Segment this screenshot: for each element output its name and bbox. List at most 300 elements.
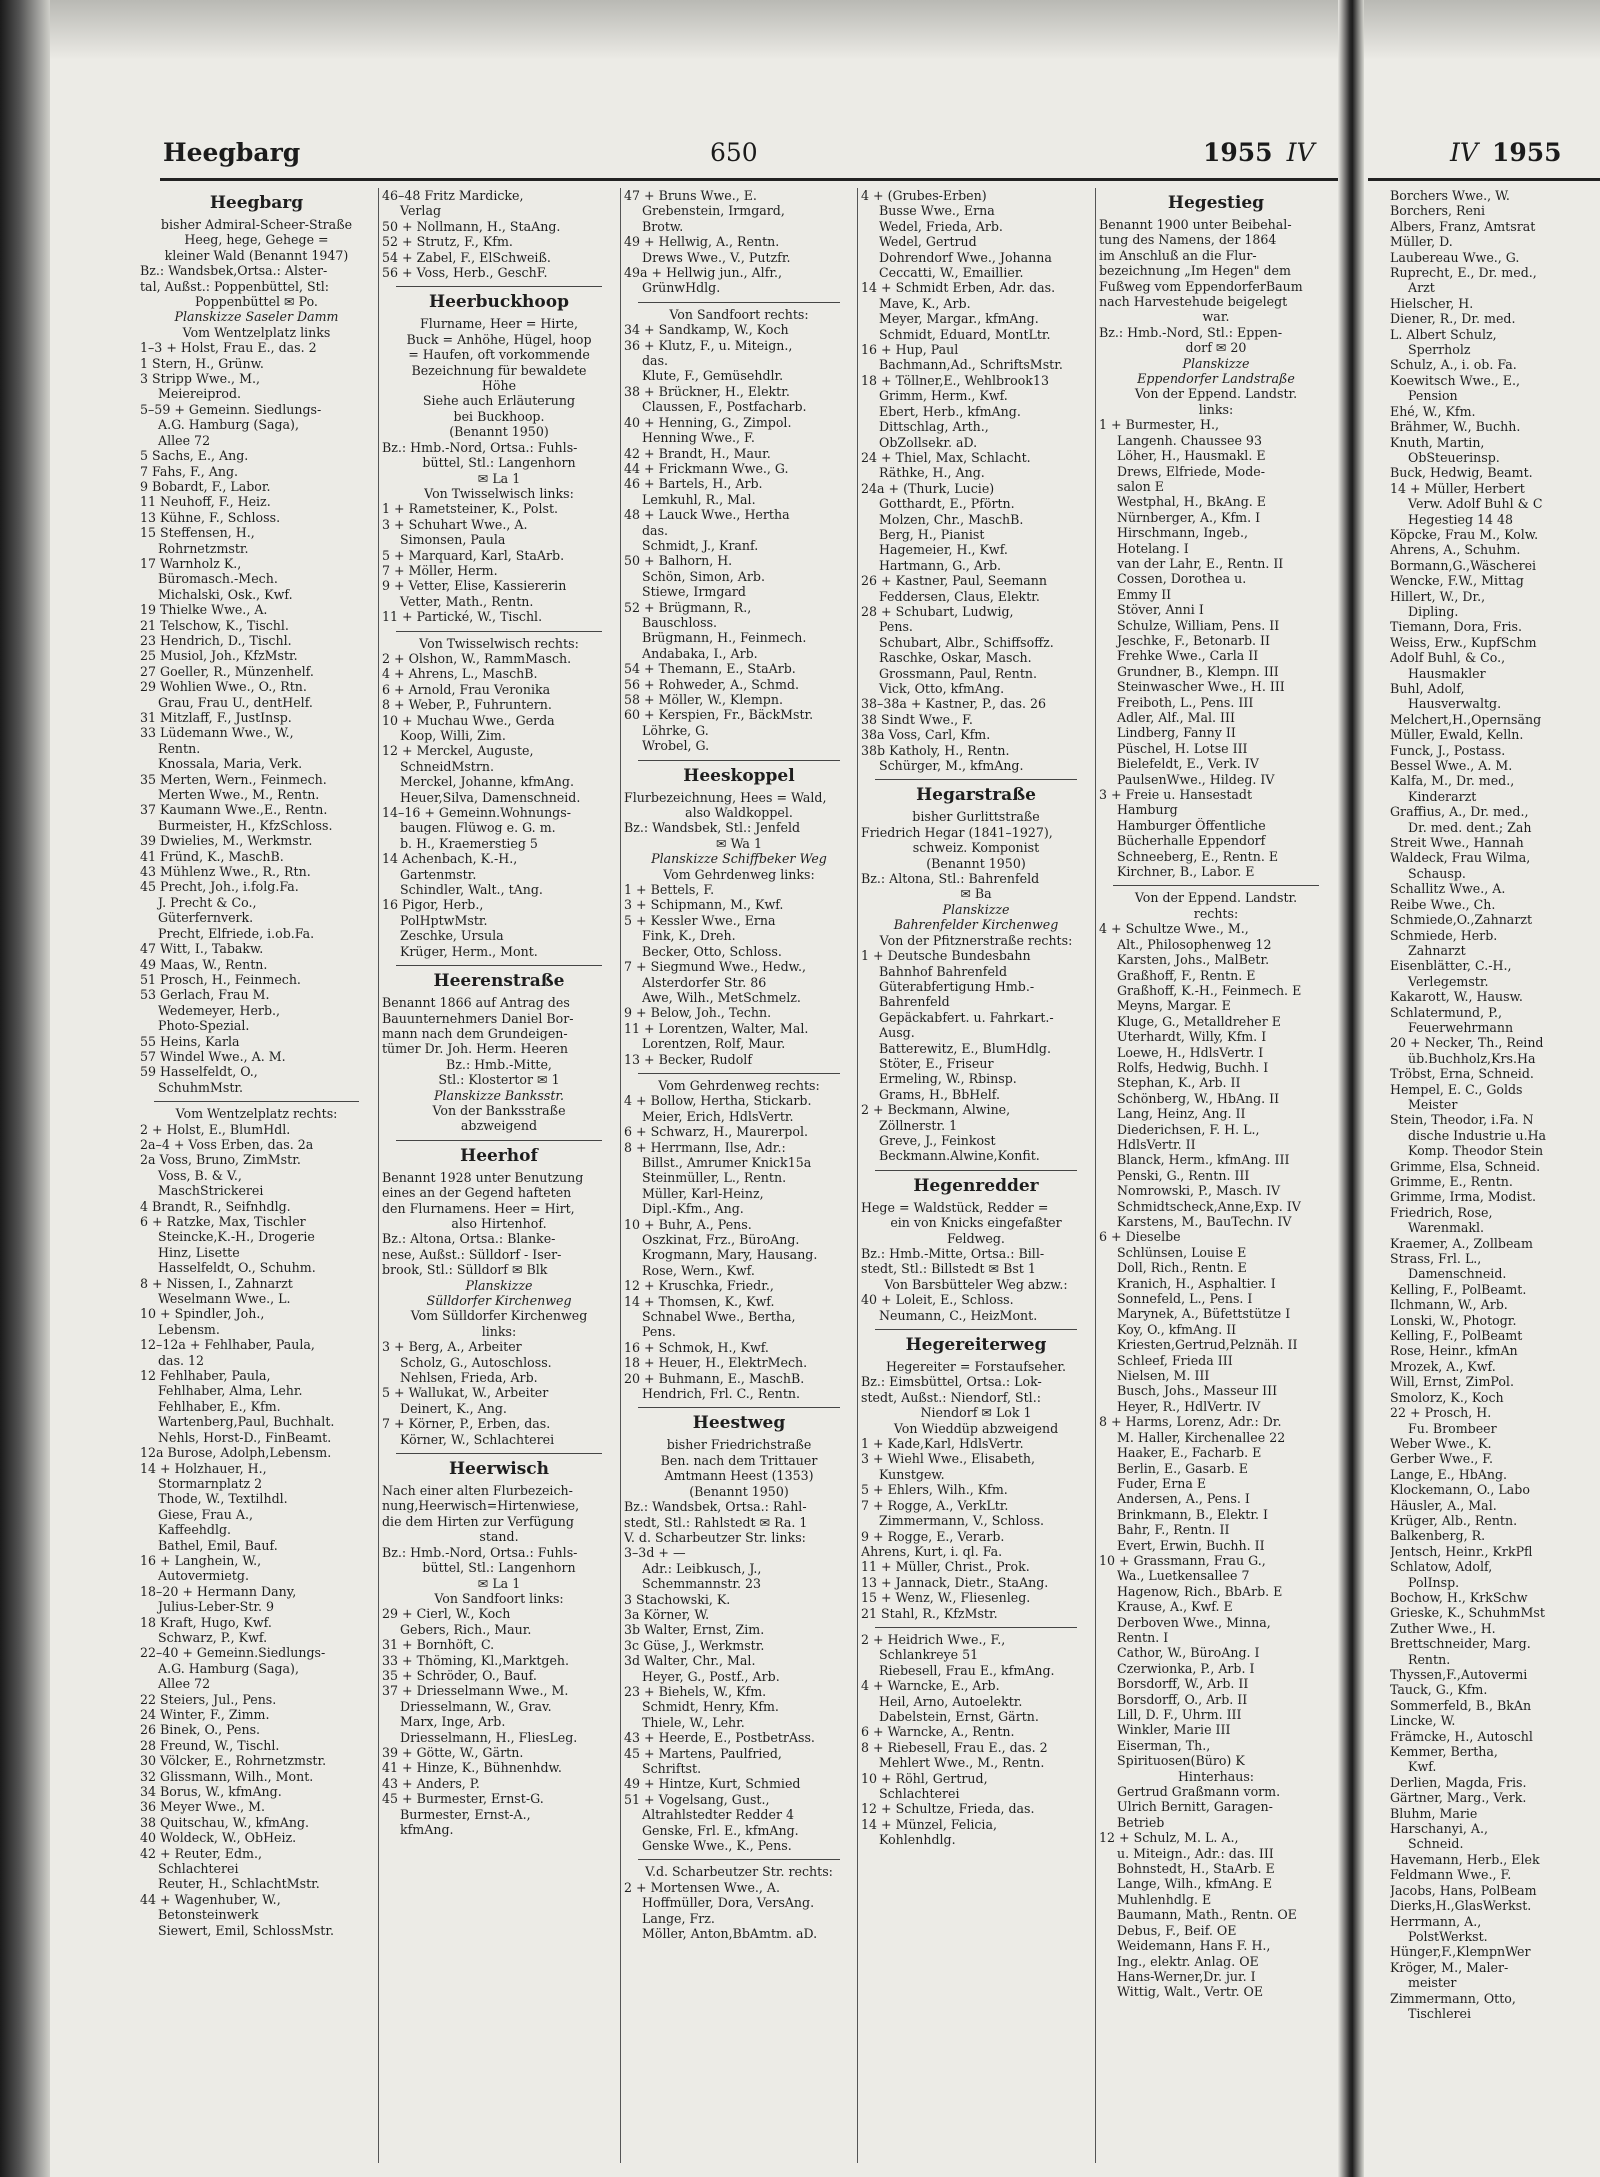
directory-entry: Kelling, F., PolBeamt. — [1390, 1281, 1527, 1297]
directory-entry: Kaffeehdlg. — [158, 1522, 232, 1538]
directory-entry: Steincke,K.-H., Drogerie — [158, 1229, 315, 1245]
directory-entry: Schmidt, J., Kranf. — [642, 537, 759, 553]
directory-entry: 34 + Sandkamp, W., Koch — [624, 322, 789, 338]
directory-entry: 8 + Weber, P., Fuhruntern. — [382, 697, 552, 713]
directory-entry: tal, Außst.: Poppenbüttel, Stl: — [140, 278, 329, 294]
separator-rule — [875, 1329, 1077, 1330]
directory-entry: Zuther Wwe., H. — [1390, 1620, 1496, 1636]
header-rule-left — [160, 178, 1338, 181]
directory-entry: 27 Goeller, R., Münzenhelf. — [140, 663, 314, 679]
directory-entry: Diener, R., Dr. med. — [1390, 311, 1516, 327]
directory-entry: 39 Dwielies, M., Werkmstr. — [140, 833, 313, 849]
directory-entry: links: — [481, 1323, 517, 1339]
directory-entry: Kranich, H., Asphaltier. I — [1117, 1275, 1276, 1291]
directory-entry: Cossen, Dorothea u. — [1117, 571, 1247, 587]
directory-entry: Driesselmann, W., Grav. — [400, 1698, 552, 1714]
directory-entry: Hausmakler — [1408, 665, 1486, 681]
directory-entry: 10 + Buhr, A., Pens. — [624, 1216, 752, 1232]
directory-entry: Vom Gehrdenweg links: — [663, 866, 815, 882]
directory-entry: Hamburg — [1117, 802, 1178, 818]
directory-entry: ✉ Wa 1 — [716, 835, 762, 851]
directory-entry: 32 Glissmann, Wilh., Mont. — [140, 1768, 314, 1784]
directory-entry: 2 + Mortensen Wwe., A. — [624, 1879, 781, 1895]
directory-entry: Verw. Adolf Buhl & C — [1408, 496, 1543, 512]
directory-entry: 17 Warnholz K., — [140, 555, 242, 571]
directory-entry: Bauunternehmers Daniel Bor- — [382, 1010, 574, 1026]
directory-entry: 60 + Kerspien, Fr., BäckMstr. — [624, 707, 814, 723]
directory-entry: 14 Achenbach, K.-H., — [382, 851, 518, 867]
directory-entry: kfmAng. — [400, 1822, 454, 1837]
directory-entry: Lincke, W. — [1390, 1713, 1456, 1729]
directory-entry: Müller, Ewald, Kelln. — [1390, 727, 1524, 743]
directory-entry: A.G. Hamburg (Saga), — [158, 417, 299, 433]
directory-entry: Photo-Spezial. — [158, 1018, 250, 1034]
directory-entry: Sperrholz — [1408, 342, 1471, 358]
column-3 — [624, 188, 854, 2163]
directory-entry: 8 + Herrmann, Ilse, Adr.: — [624, 1139, 786, 1155]
directory-entry: Von der Pfitznerstraße rechts: — [879, 932, 1073, 948]
directory-entry: Allee 72 — [158, 1676, 211, 1692]
directory-entry: 12a Burose, Adolph,Lebensm. — [140, 1445, 332, 1461]
separator-rule — [396, 965, 602, 966]
directory-entry: 22–40 + Gemeinn.Siedlungs- — [140, 1645, 326, 1661]
directory-entry: Marynek, A., Büfettstütze I — [1117, 1306, 1291, 1322]
directory-entry: 6 + Arnold, Frau Veronika — [382, 681, 551, 697]
directory-entry: 50 + Nollmann, H., StaAng. — [382, 218, 561, 234]
directory-entry: Komp. Theodor Stein — [1408, 1143, 1544, 1159]
directory-entry: Damenschneid. — [1408, 1266, 1507, 1282]
directory-entry: Eppendorfer Landstraße — [1137, 371, 1295, 387]
directory-entry: Ausg. — [879, 1025, 915, 1041]
directory-entry: ✉ La 1 — [477, 470, 521, 486]
directory-entry: Havemann, Herb., Elek — [1390, 1851, 1540, 1867]
directory-entry: mann nach dem Grundeigen- — [382, 1025, 568, 1041]
directory-entry: Bz.: Wandsbek, Ortsa.: Rahl- — [624, 1499, 807, 1515]
directory-entry: SchneidMstrn. — [400, 758, 494, 774]
directory-entry: 18 + Töllner,E., Wehlbrook13 — [861, 372, 1049, 388]
directory-entry: 8 + Harms, Lorenz, Adr.: Dr. — [1099, 1414, 1282, 1430]
directory-entry: Kraemer, A., Zollbeam — [1390, 1235, 1533, 1251]
directory-entry: Sommerfeld, B., BkAn — [1390, 1697, 1532, 1713]
directory-entry: Hotelang. I — [1117, 540, 1189, 556]
directory-entry: Bahrenfelder Kirchenweg — [893, 917, 1059, 933]
directory-entry: 7 + Siegmund Wwe., Hedw., — [624, 959, 806, 975]
separator-rule — [875, 779, 1077, 780]
directory-entry: Weiss, Erw., KupfSchm — [1390, 634, 1537, 650]
directory-entry: Brügmann, H., Feinmech. — [642, 630, 807, 646]
directory-entry: Schlankreye 51 — [879, 1647, 979, 1663]
directory-entry: Thyssen,F.,Autovermi — [1390, 1667, 1528, 1682]
directory-entry: Meyer, Margar., kfmAng. — [879, 311, 1039, 327]
directory-entry: Feldweg. — [947, 1230, 1005, 1246]
directory-entry: Ahrens, A., Schuhm. — [1390, 542, 1521, 558]
directory-entry: Kinderarzt — [1408, 788, 1477, 804]
directory-entry: Von der Eppend. Landstr. — [1134, 386, 1298, 402]
directory-entry: das. 12 — [158, 1352, 205, 1368]
directory-entry: Hamburger Öffentliche — [1117, 817, 1266, 833]
directory-entry: Julius-Leber-Str. 9 — [158, 1599, 274, 1615]
directory-entry: Riebesell, Frau E., kfmAng. — [879, 1662, 1055, 1678]
directory-entry: Neumann, C., HeizMont. — [879, 1307, 1038, 1323]
directory-entry: Bathel, Emil, Bauf. — [158, 1537, 278, 1553]
directory-entry: 49 + Hintze, Kurt, Schmied — [624, 1776, 801, 1792]
directory-entry: 1 Stern, H., Grünw. — [140, 355, 264, 371]
directory-entry: 16 + Schmok, H., Kwf. — [624, 1339, 769, 1355]
directory-entry: PolInsp. — [1408, 1574, 1460, 1590]
directory-entry: Grundner, B., Klempn. III — [1117, 663, 1279, 679]
separator-rule — [396, 631, 602, 632]
directory-entry: PaulsenWwe., Hildeg. IV — [1117, 771, 1275, 787]
directory-entry: Schönberg, W., HbAng. II — [1117, 1090, 1280, 1106]
directory-entry: Vom Wentzelplatz links — [182, 324, 331, 340]
directory-entry: Graßhoff, K.-H., Feinmech. E — [1117, 982, 1302, 998]
directory-entry: 37 Kaumann Wwe.,E., Rentn. — [140, 802, 328, 818]
directory-entry: Knuth, Martin, — [1390, 434, 1485, 450]
directory-entry: Busse Wwe., Erna — [879, 203, 995, 219]
directory-entry: Kunstgew. — [879, 1466, 945, 1482]
directory-entry: 26 + Kastner, Paul, Seemann — [861, 573, 1047, 589]
directory-entry: 3 Stachowski, K. — [624, 1591, 731, 1607]
directory-entry: 30 Völcker, E., Rohrnetzmstr. — [140, 1753, 327, 1769]
directory-entry: 40 Woldeck, W., ObHeiz. — [140, 1830, 297, 1846]
street-heading: Hegereiterweg — [905, 1335, 1047, 1356]
directory-entry: Smolorz, K., Koch — [1390, 1389, 1504, 1405]
directory-entry: Borchers Wwe., W. — [1390, 188, 1510, 203]
directory-entry: Tröbst, Erna, Schneid. — [1390, 1066, 1534, 1082]
directory-entry: Siehe auch Erläuterung — [422, 393, 576, 409]
directory-entry: Hendrich, Frl. C., Rentn. — [642, 1386, 801, 1402]
directory-entry: Rose, Heinr., kfmAn — [1390, 1343, 1518, 1359]
directory-entry: 54 + Zabel, F., ElSchweiß. — [382, 249, 551, 265]
directory-entry: Batterewitz, E., BlumHdlg. — [879, 1040, 1051, 1056]
directory-entry: Dipl.-Kfm., Ang. — [642, 1201, 744, 1217]
directory-entry: Güterfernverk. — [158, 910, 254, 926]
directory-entry: Schulze, William, Pens. II — [1117, 617, 1280, 633]
directory-entry: Winkler, Marie III — [1117, 1722, 1231, 1738]
directory-entry: = Haufen, oft vorkommende — [408, 347, 590, 363]
directory-entry: Dipling. — [1408, 603, 1459, 619]
directory-entry: 21 Stahl, R., KfzMstr. — [861, 1605, 998, 1621]
directory-entry: Nach einer alten Flurbezeich- — [382, 1483, 573, 1499]
directory-entry: Hagenow, Rich., BbArb. E — [1117, 1583, 1283, 1599]
directory-entry: Von Twisselwisch links: — [424, 485, 574, 501]
directory-entry: 23 + Biehels, W., Kfm. — [624, 1683, 767, 1699]
directory-entry: Gartenmstr. — [400, 866, 477, 882]
directory-entry: Büromasch.-Mech. — [158, 571, 278, 587]
directory-entry: Vetter, Math., Rentn. — [400, 593, 534, 609]
directory-entry: Heeg, hege, Gehege = — [184, 232, 329, 248]
directory-entry: Uterhardt, Willy, Kfm. I — [1117, 1029, 1267, 1045]
directory-entry: tümer Dr. Joh. Herm. Heeren — [382, 1041, 568, 1057]
directory-entry: Steinmüller, L., Rentn. — [642, 1170, 787, 1186]
directory-entry: Blanck, Herm., kfmAng. III — [1117, 1152, 1290, 1168]
directory-entry: 14 + Thomsen, K., Kwf. — [624, 1293, 775, 1309]
running-head-street: Heegbarg — [163, 138, 301, 167]
directory-entry: 14 + Holzhauer, H., — [140, 1460, 267, 1476]
directory-entry: Tischlerei — [1408, 2005, 1472, 2021]
directory-entry: Främcke, H., Autoschl — [1390, 1728, 1533, 1744]
directory-entry: 43 + Anders, P. — [382, 1775, 480, 1791]
directory-entry: 8 + Riebesell, Frau E., das. 2 — [861, 1739, 1048, 1755]
directory-entry: ✉ Ba — [960, 886, 992, 902]
directory-entry: Beckmann.Alwine,Konfit. — [879, 1148, 1040, 1164]
directory-entry: 38a Voss, Carl, Kfm. — [861, 727, 991, 743]
street-heading: Hegestieg — [1167, 193, 1265, 213]
directory-entry: im Anschluß an die Flur- — [1099, 247, 1257, 263]
directory-entry: Benannt 1866 auf Antrag des — [382, 995, 570, 1011]
separator-rule — [1113, 885, 1319, 886]
header-rule-right — [1368, 178, 1600, 181]
directory-entry: Bessel Wwe., A. M. — [1390, 758, 1513, 774]
directory-entry: Muhlenhdlg. E — [1117, 1891, 1212, 1907]
directory-entry: Penski, G., Rentn. III — [1117, 1167, 1250, 1183]
directory-entry: Czerwionka, P., Arb. I — [1117, 1660, 1255, 1676]
directory-entry: Wittig, Walt., Vertr. OE — [1117, 1984, 1264, 2000]
directory-entry: Adr.: Leibkusch, J., — [642, 1560, 762, 1576]
directory-entry: Borchers, Reni — [1390, 203, 1486, 219]
directory-entry: 3 Stripp Wwe., M., — [140, 371, 260, 387]
directory-entry: ObSteuerinsp. — [1408, 449, 1500, 465]
directory-entry: A.G. Hamburg (Saga), — [158, 1660, 299, 1676]
directory-entry: Stormarnplatz 2 — [158, 1475, 263, 1491]
directory-entry: 50 + Balhorn, H. — [624, 553, 733, 569]
directory-entry: Deinert, K., Ang. — [400, 1400, 507, 1416]
directory-entry: 45 + Burmester, Ernst-G. — [382, 1791, 544, 1807]
directory-entry: Buck = Anhöhe, Hügel, hoop — [406, 331, 592, 347]
directory-entry: Rentn. — [158, 740, 201, 756]
column-divider — [620, 188, 621, 2163]
directory-entry: 36 + Klutz, F., u. Miteign., — [624, 337, 793, 353]
directory-entry: Burmester, Ernst-A., — [400, 1806, 531, 1822]
directory-entry: 13 Kühne, F., Schloss. — [140, 509, 281, 525]
column-1 — [140, 188, 373, 2163]
street-heading: Heerenstraße — [433, 971, 565, 992]
directory-entry: 43 + Heerde, E., PostbetrAss. — [624, 1730, 815, 1746]
directory-entry: 6 + Dieselbe — [1099, 1229, 1181, 1245]
directory-entry: Michalski, Osk., Kwf. — [158, 586, 293, 602]
directory-entry: Bz.: Hmb.-Mitte, Ortsa.: Bill- — [861, 1246, 1045, 1261]
next-page-head — [1450, 138, 1562, 167]
directory-entry: Lebensm. — [158, 1321, 220, 1337]
directory-entry: Benannt 1928 unter Benutzung — [382, 1169, 584, 1185]
directory-entry: Hausverwaltg. — [1408, 696, 1502, 712]
directory-entry: 2a–4 + Voss Erben, das. 2a — [140, 1136, 314, 1152]
column-2 — [382, 188, 616, 2163]
directory-entry: Grebenstein, Irmgard, — [642, 203, 785, 219]
directory-entry: Feldmann Wwe., F. — [1390, 1867, 1512, 1883]
directory-entry: Rentn. I — [1117, 1629, 1169, 1645]
separator-rule — [638, 1407, 840, 1408]
directory-entry: 16 Pigor, Herb., — [382, 897, 484, 913]
directory-entry: das. — [642, 353, 669, 369]
directory-entry: Graßhoff, F., Rentn. E — [1117, 967, 1256, 983]
directory-entry: Schlatow, Adolf, — [1390, 1559, 1493, 1575]
directory-entry: Fußweg vom EppendorferBaum — [1099, 278, 1303, 294]
directory-entry: also Hirtenhof. — [451, 1215, 547, 1231]
directory-entry: 45 + Martens, Paulfried, — [624, 1745, 782, 1761]
directory-entry: Pens. — [879, 619, 913, 635]
directory-entry: Nielsen, M. III — [1117, 1368, 1210, 1384]
directory-entry: Dittschlag, Arth., — [879, 419, 989, 435]
directory-entry: Siewert, Emil, SchlossMstr. — [158, 1922, 335, 1938]
directory-entry: 43 Mühlenz Wwe., R., Rtn. — [140, 864, 311, 880]
directory-entry: Grimm, Herm., Kwf. — [879, 388, 1008, 404]
directory-entry: Brettschneider, Marg. — [1390, 1636, 1531, 1652]
directory-entry: 18 + Heuer, H., ElektrMech. — [624, 1355, 808, 1371]
directory-entry: 39 + Götte, W., Gärtn. — [382, 1744, 524, 1760]
directory-entry: Melchert,H.,Opernsäng — [1390, 711, 1542, 727]
directory-entry: Karsten, Johs., MalBetr. — [1117, 952, 1270, 968]
directory-entry: Schürger, M., kfmAng. — [879, 758, 1024, 774]
directory-entry: Pension — [1408, 388, 1458, 404]
directory-entry: Lange, Wilh., kfmAng. E — [1117, 1876, 1273, 1892]
page-number: 650 — [710, 138, 758, 167]
directory-entry: Von Barsbütteler Weg abzw.: — [884, 1276, 1068, 1292]
directory-entry: 4 + Bollow, Hertha, Stickarb. — [624, 1093, 812, 1109]
directory-entry: Kröger, M., Maler- — [1390, 1959, 1509, 1975]
directory-entry: Amtmann Heest (1353) — [664, 1468, 814, 1484]
directory-entry: 11 + Müller, Christ., Prok. — [861, 1559, 1030, 1575]
directory-entry: 16 + Hup, Paul — [861, 342, 959, 358]
street-heading: Heestweg — [692, 1413, 786, 1434]
directory-entry: Will, Ernst, ZimPol. — [1390, 1374, 1514, 1390]
directory-entry: 11 Neuhoff, F., Heiz. — [140, 494, 271, 510]
directory-entry: Claussen, F., Postfacharb. — [642, 399, 807, 415]
directory-entry: SchuhmMstr. — [158, 1079, 244, 1095]
directory-entry: Funck, J., Postass. — [1390, 742, 1506, 758]
directory-entry: Wedemeyer, Herb., — [158, 1002, 281, 1018]
directory-entry: Kelling, F., PolBeamt — [1390, 1328, 1523, 1344]
directory-entry: 24 + Thiel, Max, Schlacht. — [861, 449, 1031, 465]
directory-entry: 1 + Bettels, F. — [624, 882, 715, 898]
directory-entry: Cathor, W., BüroAng. I — [1117, 1645, 1260, 1661]
street-heading: Heegbarg — [209, 193, 304, 213]
directory-entry: Borsdorff, W., Arb. II — [1117, 1676, 1249, 1692]
directory-entry: Dabelstein, Ernst, Gärtn. — [879, 1708, 1039, 1724]
directory-entry: Zeschke, Ursula — [400, 928, 504, 944]
directory-entry: 29 + Cierl, W., Koch — [382, 1606, 511, 1622]
directory-entry: 40 + Henning, G., Zimpol. — [624, 414, 792, 430]
directory-entry: 8 + Nissen, I., Zahnarzt — [140, 1275, 293, 1291]
directory-entry: 38 + Brückner, H., Elektr. — [624, 383, 790, 399]
directory-entry: üb.Buchholz,Krs.Ha — [1408, 1050, 1536, 1066]
directory-entry: Hirschmann, Ingeb., — [1117, 525, 1249, 541]
directory-entry: Streit Wwe., Hannah — [1390, 835, 1524, 851]
directory-entry: 22 + Prosch, H. — [1390, 1405, 1492, 1421]
directory-entry: Weber Wwe., K. — [1390, 1435, 1492, 1451]
directory-entry: 51 + Vogelsang, Gust., — [624, 1791, 770, 1807]
directory-entry: 4 + (Grubes-Erben) — [861, 188, 987, 203]
directory-entry: Bielefeldt, E., Verk. IV — [1117, 756, 1259, 772]
directory-entry: Planskizze — [465, 1277, 533, 1293]
directory-entry: Koy, O., kfmAng. II — [1117, 1321, 1237, 1337]
directory-entry: Bz.: Eimsbüttel, Ortsa.: Lok- — [861, 1374, 1042, 1390]
directory-entry: Kriesten,Gertrud,Pelznäh. II — [1117, 1337, 1298, 1353]
directory-entry: Mehlert Wwe., M., Rentn. — [879, 1755, 1045, 1771]
directory-entry: Knossala, Maria, Verk. — [158, 756, 303, 772]
directory-entry: Raschke, Oskar, Masch. — [879, 650, 1032, 666]
directory-entry: ObZollsekr. aD. — [879, 434, 978, 450]
directory-entry: Bz.: Hmb.-Mitte, — [446, 1056, 552, 1072]
directory-entry: Schlatermund, P., — [1390, 1004, 1503, 1020]
directory-entry: Zimmermann, Otto, — [1390, 1990, 1516, 2006]
directory-entry: Lindberg, Fanny II — [1117, 725, 1236, 741]
directory-entry: Burmeister, H., KfzSchloss. — [158, 817, 333, 833]
directory-entry: Jentsch, Heinr., KrkPfl — [1390, 1543, 1533, 1559]
directory-entry: Schmiede, Herb. — [1390, 927, 1498, 943]
directory-entry: 1 + Rametsteiner, K., Polst. — [382, 501, 559, 517]
directory-entry: Drews, Elfriede, Mode- — [1117, 463, 1265, 479]
street-heading: Hegarstraße — [916, 785, 1036, 806]
directory-entry: Eiserman, Th., — [1117, 1737, 1211, 1753]
directory-entry: PolstWerkst. — [1408, 1928, 1488, 1944]
directory-entry: Reibe Wwe., Ch. — [1390, 896, 1496, 912]
street-heading: Hegenredder — [913, 1175, 1039, 1196]
directory-entry: Berlin, E., Gasarb. E — [1117, 1460, 1248, 1476]
directory-entry: Marx, Inge, Arb. — [400, 1714, 506, 1730]
directory-entry: Schlachterei — [879, 1786, 960, 1801]
directory-entry: Jacobs, Hans, PolBeam — [1390, 1882, 1537, 1898]
directory-entry: Emmy II — [1117, 586, 1172, 602]
directory-entry: Sülldorfer Kirchenweg — [426, 1293, 572, 1308]
directory-entry: tung des Namens, der 1864 — [1099, 232, 1277, 248]
directory-entry: stedt, Außst.: Niendorf, Stl.: — [861, 1389, 1041, 1405]
directory-entry: bisher Gurlittstraße — [912, 809, 1040, 825]
directory-entry: Flurname, Heer = Hirte, — [420, 316, 578, 332]
directory-entry: Möller, Anton,BbAmtm. aD. — [642, 1926, 818, 1942]
directory-entry: 19 Thielke Wwe., A. — [140, 602, 268, 618]
directory-entry: Albers, Franz, Amtsrat — [1390, 218, 1536, 234]
directory-entry: rechts: — [1193, 905, 1239, 921]
directory-entry: 51 Prosch, H., Feinmech. — [140, 971, 301, 987]
directory-entry: Andersen, A., Pens. I — [1117, 1491, 1250, 1507]
directory-entry: bei Buckhoop. — [453, 408, 545, 424]
directory-entry: 3 + Wiehl Wwe., Elisabeth, — [861, 1451, 1036, 1467]
directory-entry: Hagemeier, H., Kwf. — [879, 542, 1008, 558]
directory-entry: Zöllnerstr. 1 — [879, 1117, 958, 1133]
directory-entry: Lorentzen, Rolf, Maur. — [642, 1036, 786, 1052]
directory-entry: Planskizze — [1182, 355, 1250, 371]
directory-entry: Bochow, H., KrkSchw — [1390, 1589, 1528, 1605]
directory-entry: 11 + Lorentzen, Walter, Mal. — [624, 1020, 809, 1036]
directory-entry: stand. — [479, 1529, 519, 1545]
directory-entry: Stöver, Anni I — [1117, 602, 1204, 618]
directory-entry: Graffius, A., Dr. med., — [1390, 804, 1529, 820]
book-gutter — [1338, 0, 1364, 2177]
directory-entry: 3 + Berg, A., Arbeiter — [382, 1339, 522, 1355]
directory-entry: Baumann, Math., Rentn. OE — [1117, 1907, 1297, 1923]
directory-entry: 55 Heins, Karla — [140, 1033, 240, 1049]
directory-entry: 22 Steiers, Jul., Pens. — [140, 1691, 277, 1707]
directory-entry: Schallitz Wwe., A. — [1390, 881, 1506, 897]
directory-entry: schweiz. Komponist — [912, 840, 1040, 856]
directory-entry: Zahnarzt — [1408, 942, 1466, 958]
directory-entry: Borsdorff, O., Arb. II — [1117, 1691, 1248, 1707]
directory-entry: 31 + Bornhöft, C. — [382, 1637, 495, 1653]
directory-entry: Scholz, G., Autoschloss. — [400, 1354, 552, 1370]
separator-rule — [396, 286, 602, 287]
directory-entry: Kohlenhdlg. — [879, 1832, 956, 1848]
directory-entry: 10 + Röhl, Gertrud, — [861, 1770, 988, 1786]
directory-entry: Mrozek, A., Kwf. — [1390, 1358, 1496, 1374]
directory-entry: nung,Heerwisch=Hirtenwiese, — [382, 1498, 580, 1514]
directory-entry: 52 + Strutz, F., Kfm. — [382, 234, 513, 250]
directory-entry: Balkenberg, R. — [1390, 1528, 1486, 1544]
column-divider — [857, 188, 858, 2163]
directory-entry: Dierks,H.,GlasWerkst. — [1390, 1898, 1532, 1914]
directory-entry: Planskizze Saseler Damm — [174, 309, 339, 325]
directory-entry: Planskizze Schiffbeker Weg — [651, 851, 827, 867]
